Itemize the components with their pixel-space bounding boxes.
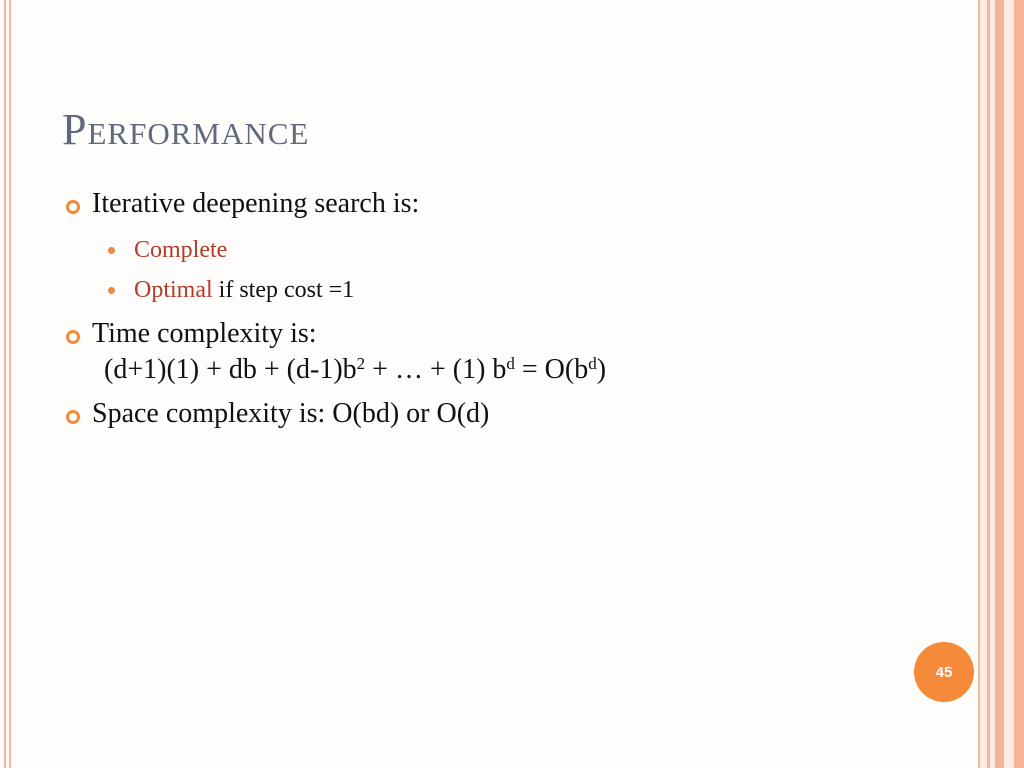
formula-superscript: d [588, 354, 597, 373]
ring-bullet-icon [66, 200, 80, 214]
formula-part: (d+1)(1) + db + (d-1)b [104, 354, 357, 385]
dot-bullet-icon [108, 287, 115, 294]
formula-part: = O(b [514, 354, 589, 385]
bullet-text: Time complexity is: [92, 318, 317, 349]
right-stripe-3 [995, 0, 1004, 768]
formula-superscript: d [506, 354, 515, 373]
left-border-line-outer [4, 0, 6, 768]
time-complexity-formula [92, 352, 942, 388]
bullet-text: Iterative deepening search is: [92, 188, 420, 219]
right-stripe-2 [987, 0, 990, 768]
ring-bullet-icon [66, 410, 80, 424]
bullet-iterative-deepening [62, 186, 942, 222]
bullet-space-complexity [62, 396, 942, 432]
right-decorative-band [978, 0, 1024, 768]
sub-bullet-rest: if step cost =1 [212, 277, 355, 303]
right-stripe-1 [978, 0, 980, 768]
ring-bullet-icon [66, 330, 80, 344]
page-number-badge [914, 642, 974, 702]
formula-superscript: 2 [356, 354, 366, 373]
page-number: 45 [935, 663, 953, 681]
bullet-text: Space complexity is: O(bd) or O(d) [92, 398, 490, 429]
sub-bullet-complete [62, 230, 942, 270]
left-border-line-inner [9, 0, 11, 768]
slide-title: Performance [62, 105, 310, 154]
dot-bullet-icon [108, 247, 115, 254]
formula-part: ) [596, 354, 607, 385]
slide-content [62, 186, 942, 440]
bullet-time-complexity [62, 316, 942, 388]
right-stripe-4 [1014, 0, 1024, 768]
formula-part: + … + (1) b [365, 354, 507, 385]
sub-bullet-optimal [62, 270, 942, 310]
sub-bullet-accent: Complete [134, 237, 228, 263]
sub-bullet-accent: Optimal [134, 277, 213, 303]
